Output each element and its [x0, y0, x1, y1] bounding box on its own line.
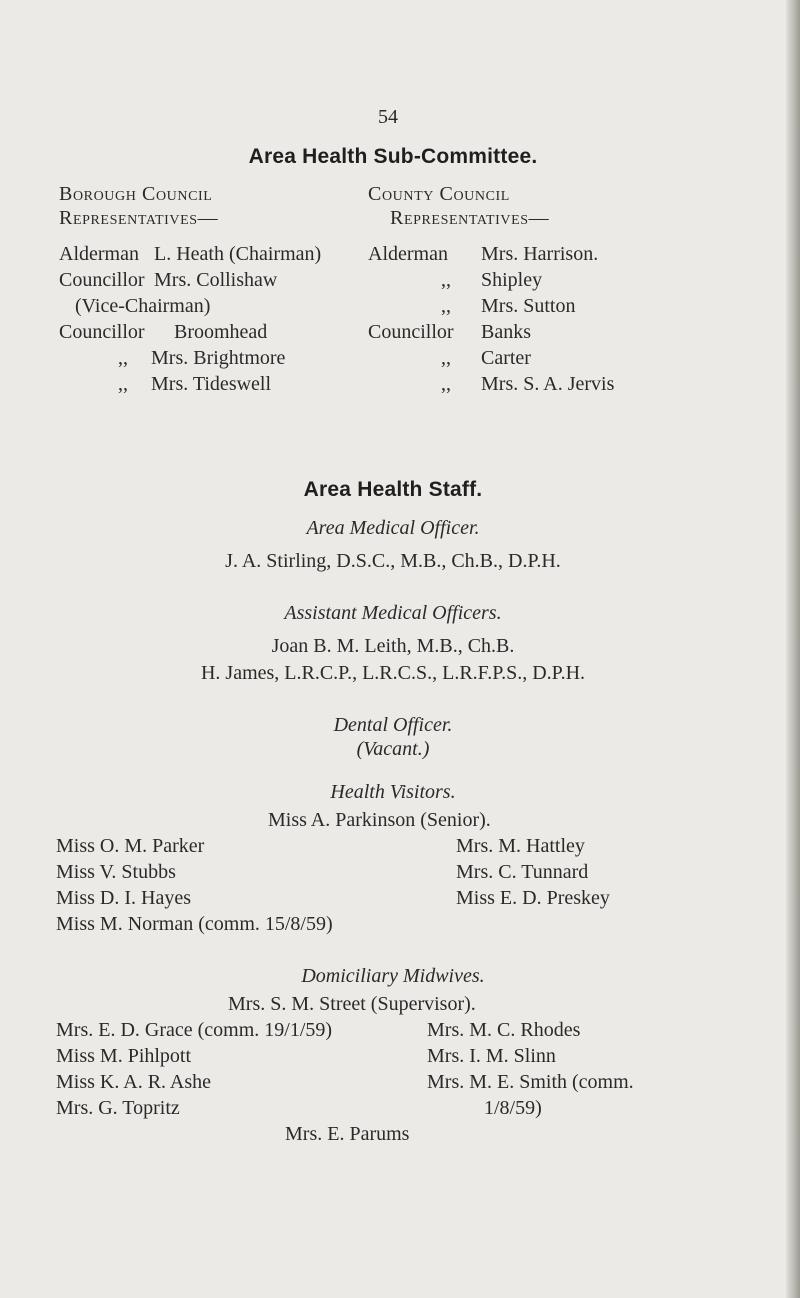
borough-name-4: Broomhead — [174, 321, 268, 343]
county-title-6: ,, — [441, 373, 451, 395]
borough-name-6: Mrs. Tideswell — [151, 373, 272, 395]
committee-heading: Area Health Sub-Committee. — [248, 145, 538, 168]
county-title-5: ,, — [441, 347, 451, 369]
county-header-line1: County Council — [368, 183, 510, 205]
assistant-2: H. James, L.R.C.P., L.R.C.S., L.R.F.P.S., D.P.H. — [200, 662, 586, 684]
county-title-4: Councillor — [368, 321, 454, 343]
hv-right-2: Mrs. C. Tunnard — [456, 861, 589, 883]
mw-right-3: Mrs. M. E. Smith (comm. — [427, 1071, 634, 1093]
borough-name-1: L. Heath (Chairman) — [154, 243, 322, 265]
borough-name-5: Mrs. Brightmore — [151, 347, 286, 369]
mw-last: Mrs. E. Parums — [285, 1123, 410, 1145]
county-name-3: Mrs. Sutton — [481, 295, 576, 317]
hv-left-4: Miss M. Norman (comm. 15/8/59) — [56, 913, 333, 935]
assistant-title: Assistant Medical Officers. — [284, 602, 502, 624]
midwives-title: Domiciliary Midwives. — [301, 965, 485, 987]
mw-left-1: Mrs. E. D. Grace (comm. 19/1/59) — [56, 1019, 333, 1041]
county-name-1: Mrs. Harrison. — [481, 243, 599, 265]
county-title-1: Alderman — [368, 243, 448, 265]
borough-title-2: Councillor — [59, 269, 145, 291]
hv-right-1: Mrs. M. Hattley — [456, 835, 585, 857]
mw-left-2: Miss M. Pihlpott — [56, 1045, 192, 1067]
county-name-4: Banks — [481, 321, 531, 343]
hv-left-3: Miss D. I. Hayes — [56, 887, 191, 909]
borough-name-2: Mrs. Collishaw — [154, 269, 278, 291]
page-number: 54 — [378, 106, 398, 128]
hv-left-2: Miss V. Stubbs — [56, 861, 176, 883]
borough-header-line2: Representatives— — [59, 207, 219, 229]
amo-name: J. A. Stirling, D.S.C., M.B., Ch.B., D.P.H. — [225, 550, 561, 572]
county-title-3: ,, — [441, 295, 451, 317]
borough-header-line1: Borough Council — [59, 183, 213, 205]
hv-title: Health Visitors. — [330, 781, 456, 803]
borough-name-3: (Vice-Chairman) — [75, 295, 211, 317]
borough-title-5: ,, — [118, 347, 128, 369]
hv-right-3: Miss E. D. Preskey — [456, 887, 610, 909]
mw-right-2: Mrs. I. M. Slinn — [427, 1045, 556, 1067]
borough-title-6: ,, — [118, 373, 128, 395]
mw-left-4: Mrs. G. Topritz — [56, 1097, 180, 1119]
borough-title-1: Alderman — [59, 243, 139, 265]
amo-title: Area Medical Officer. — [306, 517, 480, 539]
assistant-1: Joan B. M. Leith, M.B., Ch.B. — [271, 635, 515, 657]
dental-title: Dental Officer. — [333, 714, 453, 736]
county-title-2: ,, — [441, 269, 451, 291]
county-name-2: Shipley — [481, 269, 543, 291]
staff-heading: Area Health Staff. — [303, 478, 483, 501]
hv-left-1: Miss O. M. Parker — [56, 835, 205, 857]
hv-senior: Miss A. Parkinson (Senior). — [268, 809, 491, 831]
page-edge-shadow — [786, 0, 800, 1298]
midwives-supervisor: Mrs. S. M. Street (Supervisor). — [228, 993, 476, 1015]
mw-left-3: Miss K. A. R. Ashe — [56, 1071, 212, 1093]
county-header-line2: Representatives— — [390, 207, 550, 229]
borough-title-4: Councillor — [59, 321, 145, 343]
county-name-5: Carter — [481, 347, 531, 369]
county-name-6: Mrs. S. A. Jervis — [481, 373, 615, 395]
dental-value: (Vacant.) — [356, 738, 430, 760]
mw-right-4: 1/8/59) — [484, 1097, 542, 1119]
mw-right-1: Mrs. M. C. Rhodes — [427, 1019, 581, 1041]
